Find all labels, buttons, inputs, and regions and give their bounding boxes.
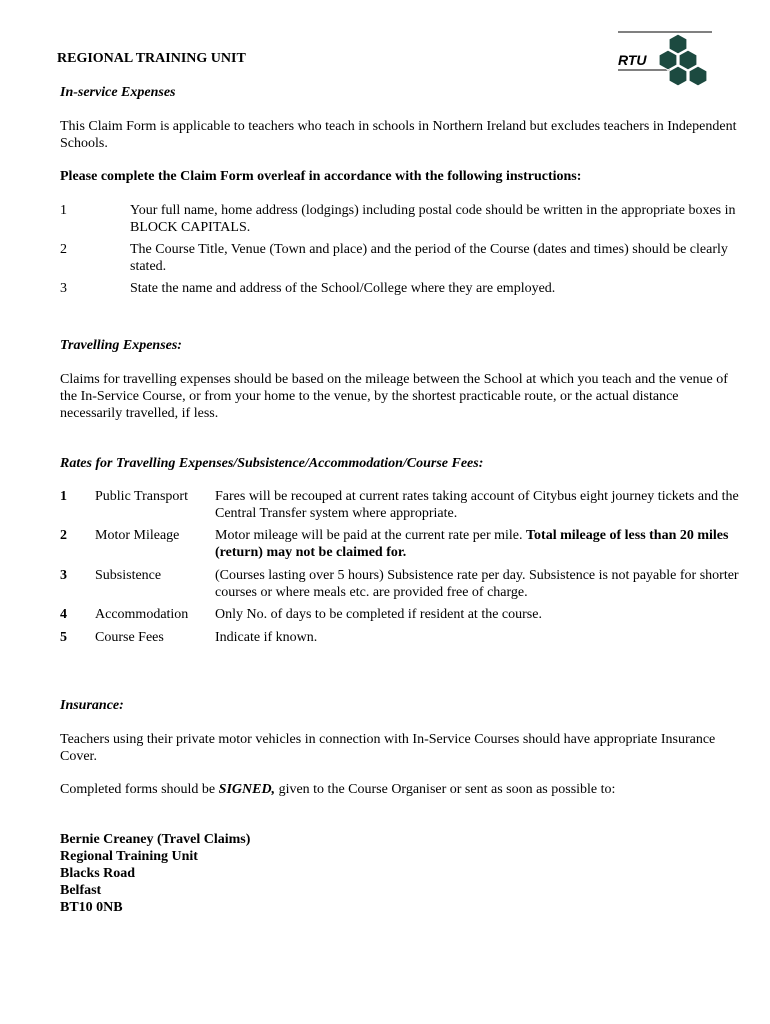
inservice-intro: This Claim Form is applicable to teachers who teach in schools in Northern Ireland but excludes teachers in Independent Schools. [60,119,737,151]
inservice-heading: In-service Expenses [60,85,176,100]
rate-number: 1 [60,489,67,504]
rate-number: 2 [60,528,67,543]
instruction-number: 2 [60,242,67,257]
address-line: Bernie Creaney (Travel Claims) [60,832,251,847]
instruction-text: The Course Title, Venue (Town and place) and the period of the Course (dates and times) should be clearly stated. [130,242,728,274]
signed-emphasis: SIGNED, [218,782,276,797]
address-line: Blacks Road [60,866,136,881]
insurance-text: Teachers using their private motor vehicles in connection with In-Service Courses should have appropriate Insurance Cover. [60,732,716,764]
rate-label: Accommodation [95,607,189,622]
travelling-heading: Travelling Expenses: [60,338,182,353]
rate-number: 5 [60,630,67,645]
rate-label: Subsistence [95,568,162,583]
address-line: BT10 0NB [60,900,123,915]
rates-heading: Rates for Travelling Expenses/Subsistence/Accommodation/Course Fees: [60,456,484,471]
rtu-logo-icon [618,30,714,88]
rate-number: 4 [60,607,67,622]
rate-label: Course Fees [95,630,164,645]
rate-number: 3 [60,568,67,583]
rtu-logo [618,30,714,88]
address-line: Regional Training Unit [60,849,198,864]
instruction-number: 1 [60,203,67,218]
rate-text: Only No. of days to be completed if resident at the course. [215,607,542,622]
svg-text:RTU: RTU [618,52,647,68]
rate-text: Motor mileage will be paid at the current rate per mile. Total mileage of less than 20 miles (return) may not be claimed for. [215,528,729,560]
page-title: REGIONAL TRAINING UNIT [57,51,246,66]
rate-text-bold: Total mileage of less than 20 miles (return) may not be claimed for. [215,528,729,560]
instructions-heading: Please complete the Claim Form overleaf in accordance with the following instructions: [60,169,582,184]
rate-label: Public Transport [95,489,188,504]
address-block [60,831,250,916]
rate-text: (Courses lasting over 5 hours) Subsistence rate per day. Subsistence is not payable for shorter courses or where meals etc. are provided free of charge. [215,568,739,600]
completed-forms-text: Completed forms should be SIGNED, given to the Course Organiser or sent as soon as possible to: [60,782,616,797]
address-line: Belfast [60,883,102,898]
rate-text: Fares will be recouped at current rates taking account of Citybus eight journey tickets and the Central Transfer system where appropriate. [215,489,739,521]
instruction-text: State the name and address of the School/College where they are employed. [130,281,556,296]
rate-label: Motor Mileage [95,528,180,543]
instruction-number: 3 [60,281,67,296]
travelling-text: Claims for travelling expenses should be based on the mileage between the School at which you teach and the venue of the In-Service Course, or from your home to the venue, by the shortest practicable route, or the actual distance necessarily travelled, if less. [60,372,728,421]
insurance-heading: Insurance: [60,698,124,713]
instruction-text: Your full name, home address (lodgings) including postal code should be written in the appropriate boxes in BLOCK CAPITALS. [130,203,736,235]
rate-text: Indicate if known. [215,630,318,645]
